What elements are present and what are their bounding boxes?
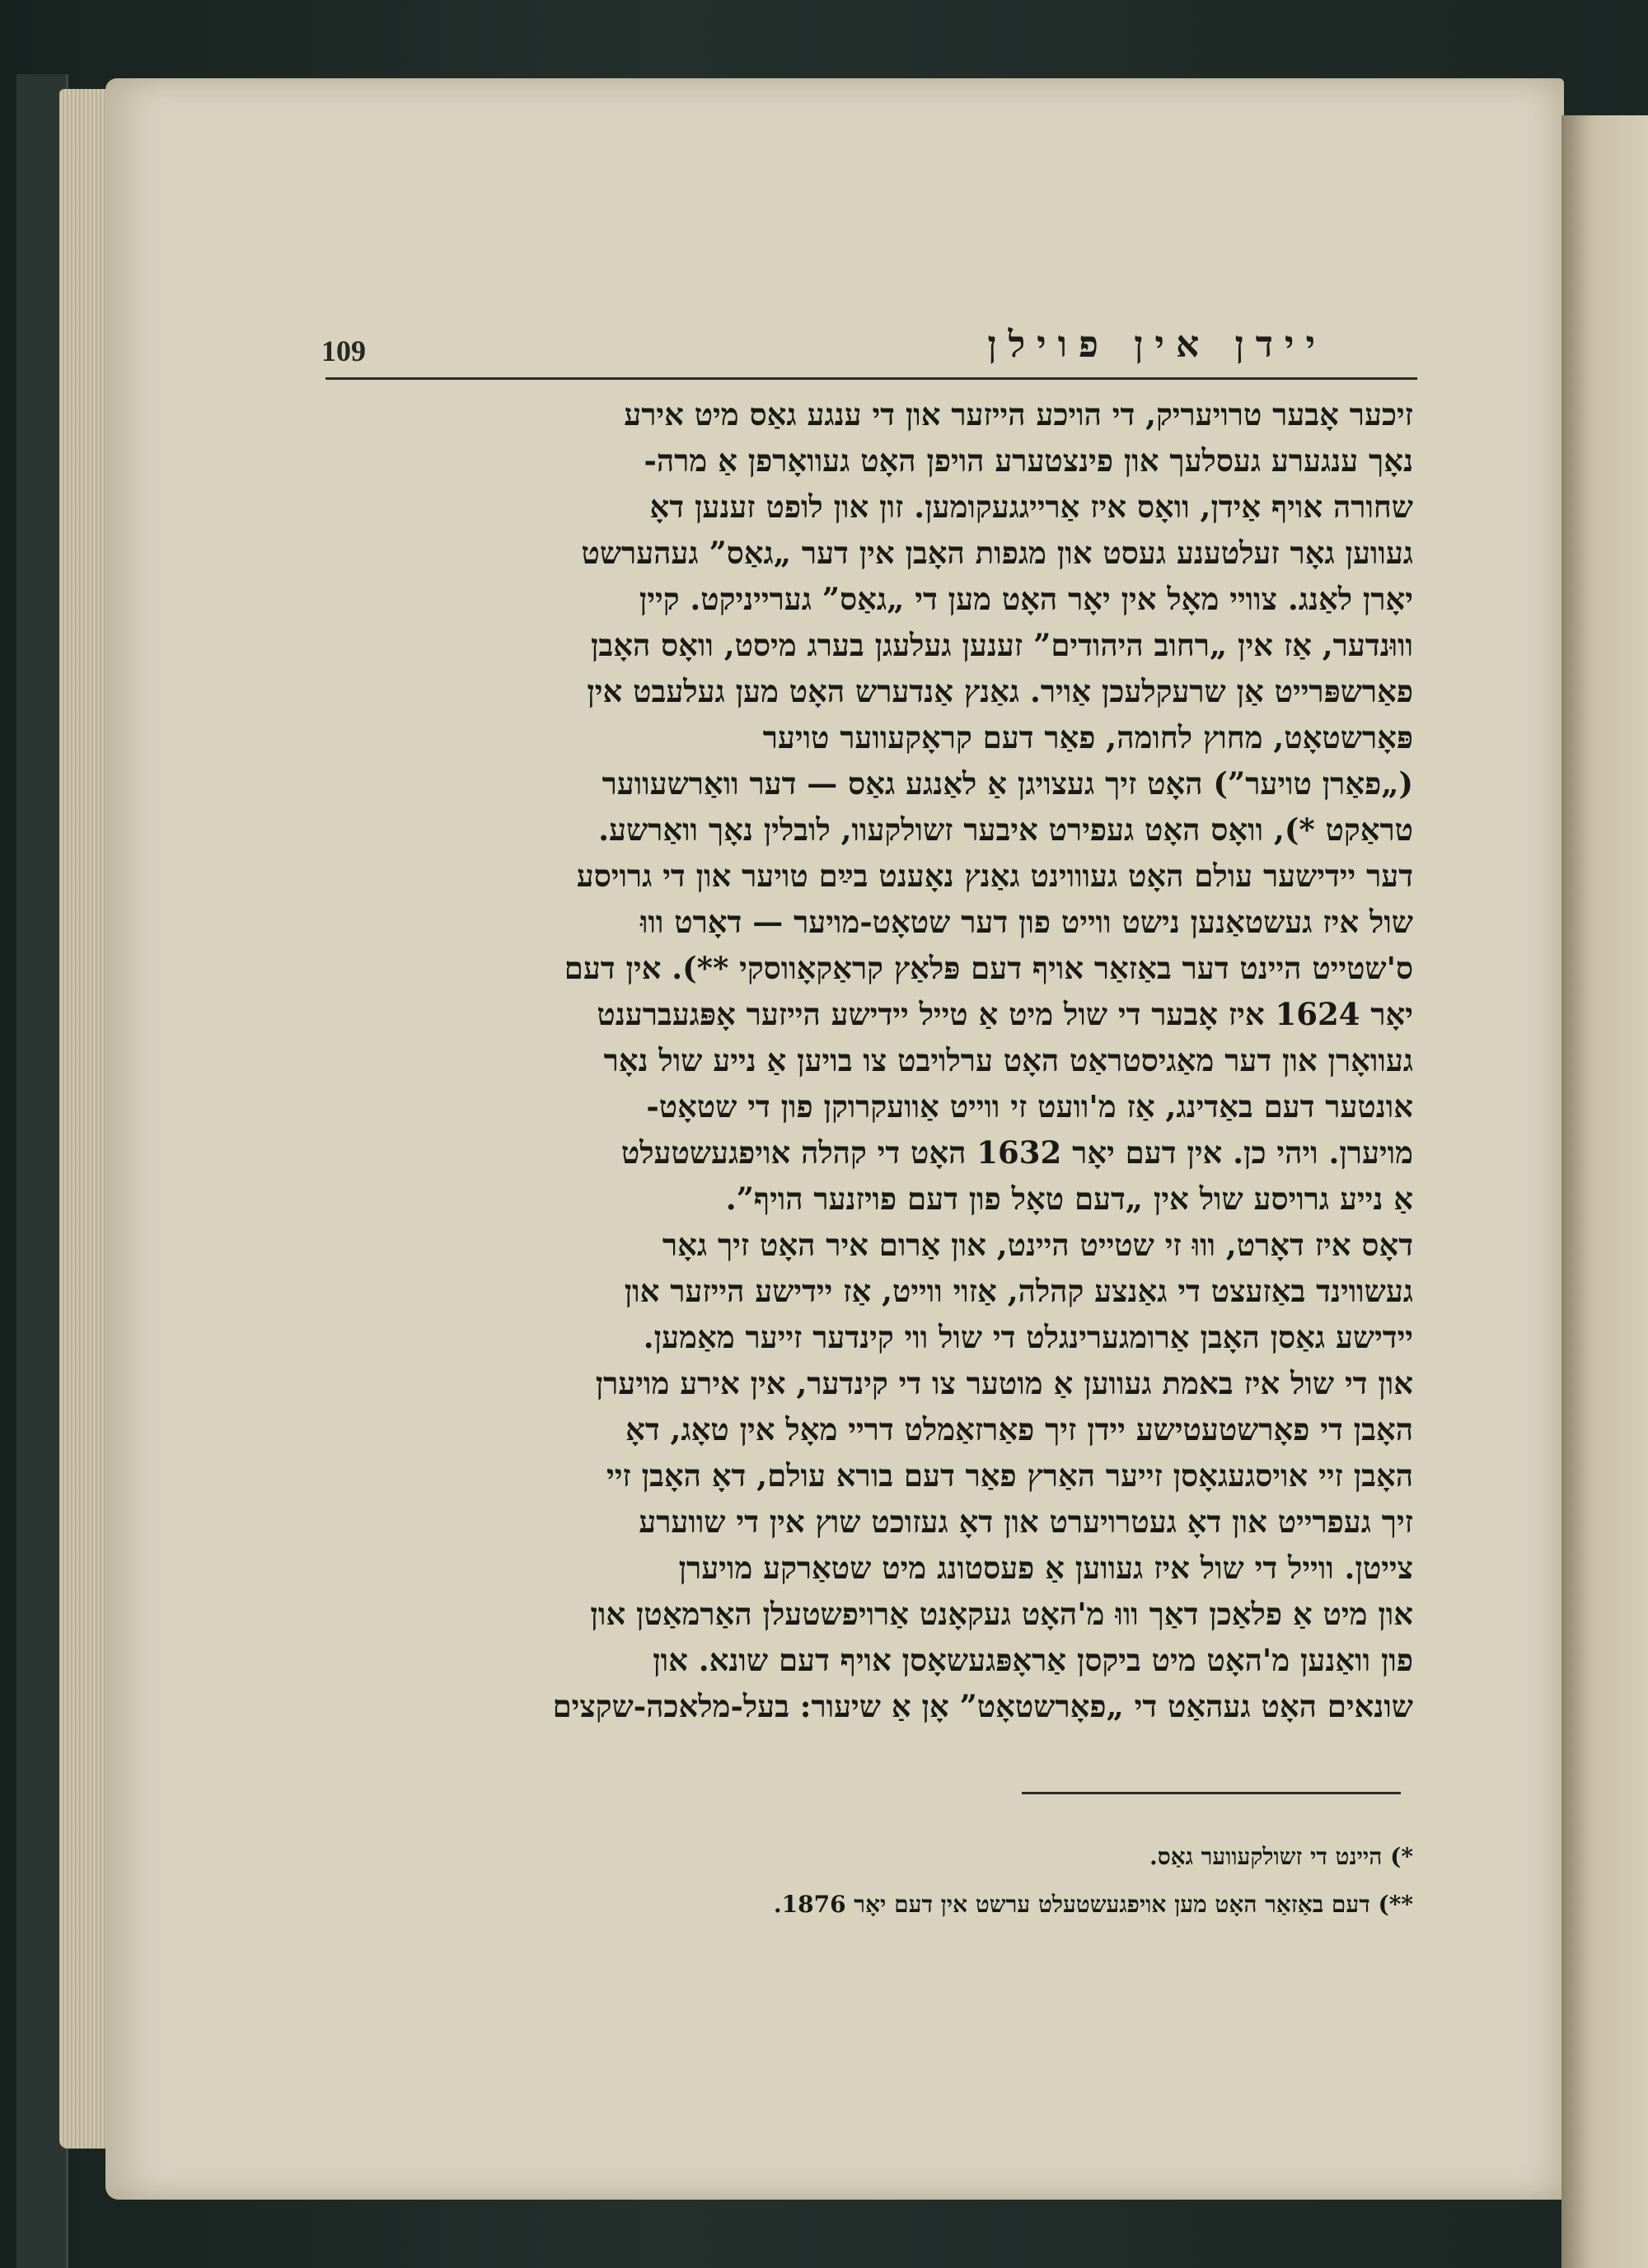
text-line: האָבן די פאָרשטעטישע יידן זיך פאַרזאַמלט דריי מאָל אין טאָג, דאָ [625, 1411, 1413, 1447]
text-line: טראַקט *), וואָס האָט געפירט איבער זשולקעוו, לובלין נאָך וואַרשע. [598, 811, 1413, 848]
text-line: פאַרשפּרייט אַן שרעקלעכן אַויר. גאַנץ אַנדערש האָט מען געלעבט אין [587, 673, 1413, 709]
footnotes [461, 1833, 1413, 1929]
text-line: ס'שטייט היינט דער באַזאַר אויף דעם פּלאַץ קראַקאָווסקי **). אין דעם [564, 950, 1413, 986]
header-rule [325, 377, 1417, 380]
body-text [325, 391, 1413, 1729]
page-header [321, 317, 1417, 383]
text-line: („פאַרן טויער”) האָט זיך געצויגן אַ לאַנגע גאַס — דער וואַרשעווער [602, 765, 1413, 802]
page-number: 109 [321, 334, 366, 367]
text-line: געוואָרן און דער מאַגיסטראַט האָט ערלויבט צו בויען אַ נייע שול נאָר [603, 1042, 1413, 1078]
text-line: נאָך ענגערע געסלעך און פינצטערע הויפן האָט געוואָרפן אַ מרה- [644, 442, 1413, 479]
text-line: האָבן זיי אויסגעגאָסן זייער האַרץ פאַר דעם בורא עולם, דאָ האָבן זיי [606, 1457, 1413, 1494]
facing-page-edge [1561, 115, 1648, 2268]
text-line: אַ נייע גרויסע שול אין „דעם טאָל פון דעם פויזנער הויף”. [725, 1181, 1413, 1217]
text-line: מויערן. ויהי כן. אין דעם יאָר 1632 האָט די קהלה אויפגעשטעלט [620, 1134, 1413, 1171]
text-line: פּאָרשטאָט, מחוץ לחומה, פאַר דעם קראָקעווער טויער [762, 719, 1413, 755]
text-line: געווען גאָר זעלטענע געסט און מגפות האָבן אין דער „גאַס” געהערשט [581, 535, 1413, 571]
text-line: אונטער דעם באַדינג, אַז מ'וועט זי ווייט אַוועקרוקן פון די שטאָט- [646, 1088, 1413, 1125]
text-line: שחורה אויף אַידן, וואָס איז אַרייגגעקומען. זון און לופט זענען דאָ [649, 489, 1413, 525]
text-line: יידישע גאַסן האָבן אַרומגערינגלט די שול ווי קינדער זייער מאַמען. [643, 1319, 1413, 1355]
footnote: **) דעם באַזאַר האָט מען אויפגעשטעלט ערשט אין דעם יאָר 1876. [773, 1891, 1413, 1918]
text-line: דער יידישער עולם האָט געוווינט גאַנץ נאָענט בײַם טויער און די גרויסע [576, 858, 1413, 894]
running-title: יידן אין פוילן [987, 324, 1327, 366]
text-line: געשווינד באַזעצט די גאַנצע קהלה, אַזוי ווייט, אַז יידישע הייזער און [624, 1273, 1413, 1309]
text-line: צייטן. ווייל די שול איז געווען אַ פעסטונג מיט שטאַרקע מויערן [678, 1550, 1413, 1586]
text-line: יאָרן לאַנג. צוויי מאָל אין יאָר האָט מען די „גאַס” גערייניקט. קיין [639, 581, 1413, 617]
text-line: זיכער אָבער טרויעריק, די הויכע הייזער און די ענגע גאַס מיט אירע [624, 396, 1413, 433]
text-line: דאָס איז דאָרט, וווּ זי שטייט היינט, און אַרום איר האָט זיך גאָר [662, 1227, 1413, 1263]
text-line: און מיט אַ פלאַכן דאַך וווּ מ'האָט געקאָנט אַרויפשטעלן האַרמאַטן און [590, 1596, 1413, 1632]
text-line: שונאים האָט געהאַט די „פאָרשטאָט” אָן אַ שיעור: בעל-מלאכה-שקצים [552, 1688, 1413, 1724]
footnote-rule [1022, 1792, 1401, 1794]
footnote: *) היינט די זשולקעווער גאַס. [1149, 1843, 1413, 1870]
text-line: פון וואַנען מ'האָט מיט ביקסן אַראָפּגעשאָסן אויף דעם שונא. און [653, 1642, 1413, 1678]
text-line: וווּנדער, אַז אין „רחוב היהודים” זענען געלעגן בערג מיסט, וואָס האָבן [590, 627, 1413, 663]
text-line: שול איז געשטאַנען נישט ווייט פון דער שטאָט-מויער — דאָרט וווּ [639, 904, 1413, 940]
text-line: זיך געפרייט און דאָ געטרויערט און דאָ געזוכט שוץ אין די שווערע [639, 1503, 1413, 1540]
text-line: יאָר 1624 איז אָבער די שול מיט אַ טייל יידישע הייזער אָפּגעברענט [597, 996, 1413, 1032]
text-line: און די שול איז באמת געווען אַ מוטער צו די קינדער, אין אירע מויערן [595, 1365, 1413, 1401]
